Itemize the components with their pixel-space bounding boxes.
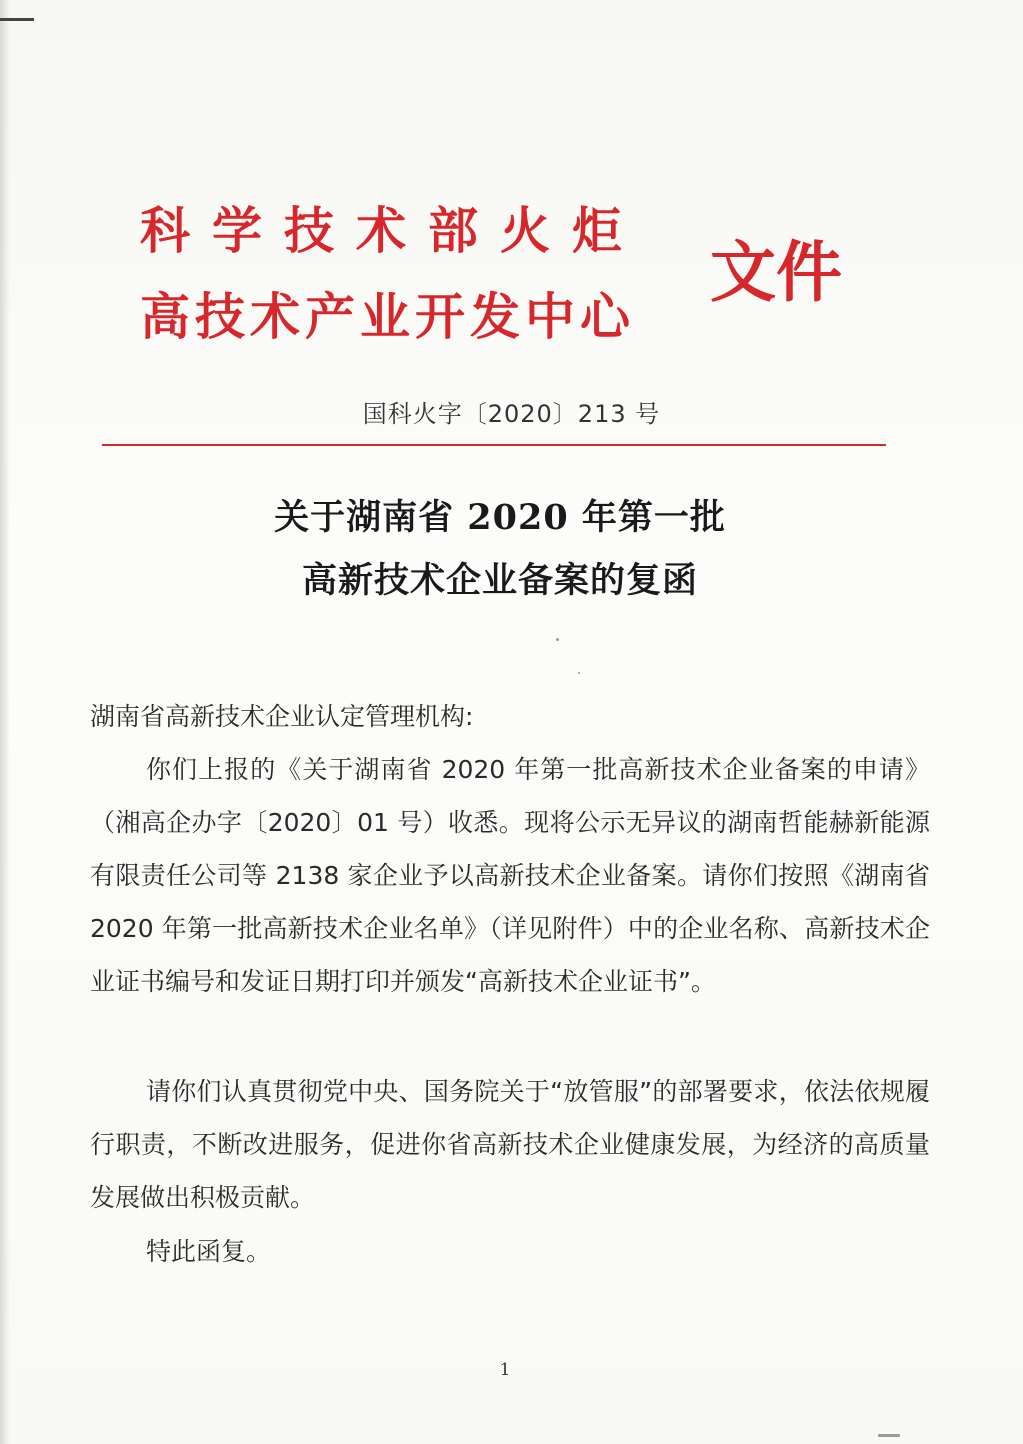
- document-title-line-1: 关于湖南省 2020 年第一批: [274, 497, 726, 538]
- body-paragraph-1: 你们上报的《关于湖南省 2020 年第一批高新技术企业备案的申请》（湘高企办字〔2020〕01 号）收悉。现将公示无异议的湖南哲能赫新能源有限责任公司等 2138 家企业予以高新技术企业备案。请你们按照《湖南省 2020 年第一批高新技术企业名单》（详见附件）中的企业名称、高新技术企业证书编号和发证日期打印并颁发“高新技术企业证书”。: [90, 755, 930, 996]
- issuing-org-line-1: 科学技术部火炬: [140, 201, 644, 260]
- document-title-line-2: 高新技术企业备案的复函: [301, 560, 698, 601]
- scan-corner-mark: [0, 18, 34, 21]
- scan-speck: [556, 638, 559, 641]
- issuing-org-line-2: 高技术产业开发中心: [140, 287, 635, 346]
- closing-remark: 特此函复。: [146, 1237, 272, 1266]
- document-header: [140, 195, 880, 355]
- document-type-label: 文件: [710, 233, 842, 311]
- scan-left-edge-shadow: [0, 0, 10, 1444]
- scan-speck: [878, 1434, 900, 1437]
- scan-speck: [578, 672, 580, 674]
- red-divider-line: [102, 444, 886, 446]
- document-number: 国科火字〔2020〕213 号: [362, 400, 661, 428]
- salutation: 湖南省高新技术企业认定管理机构:: [90, 702, 474, 731]
- page-number: 1: [499, 1360, 511, 1380]
- body-paragraph-2: 请你们认真贯彻党中央、国务院关于“放管服”的部署要求，依法依规履行职责，不断改进服务，促进你省高新技术企业健康发展，为经济的高质量发展做出积极贡献。: [90, 1077, 930, 1212]
